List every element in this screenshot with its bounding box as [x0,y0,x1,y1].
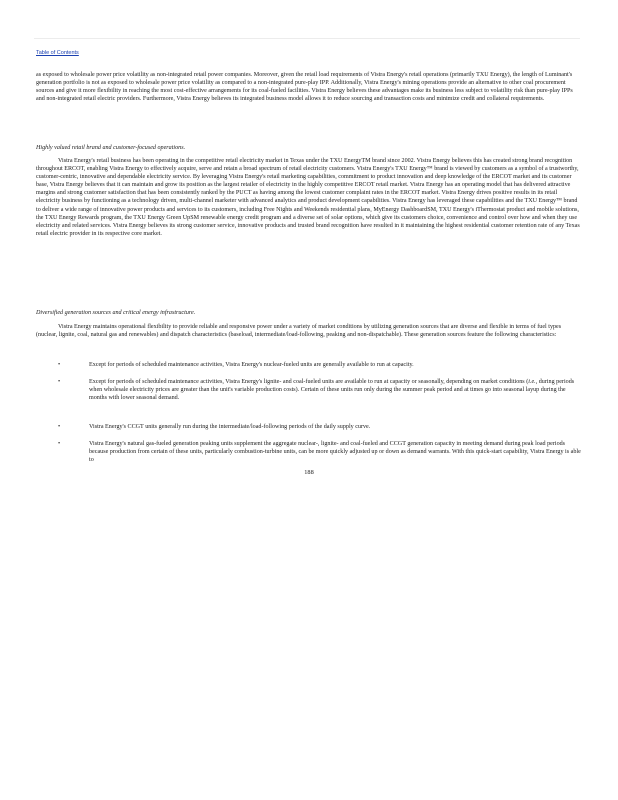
list-item-text [89,378,582,402]
retail-section [36,144,582,152]
bullet-icon: • [58,441,61,448]
header-rule [34,38,580,39]
bullet-icon: • [58,379,61,386]
list-item-text-part: Except for periods of scheduled maintenance activities, Vistra Energy's lignite- and coal-fueled units are available to run at capacity or seasonally, depending on market conditions ( [89,379,529,386]
list-item-text-part: , during periods when wholesale electricity prices are greater than the unit's variable production costs). Certain of these units run only during the summer peak period and at times go into seasonal layup during the months with lower seasonal demand. [89,379,575,402]
page-number: 188 [304,469,314,476]
generation-section [36,309,582,317]
list-item [36,361,582,369]
list-item-text: Vistra Energy's natural gas-fueled generation peaking units supplement the aggregate nuclear-, lignite- and coal-fueled and CCGT generation capacity in meeting demand during peak load periods because production from certain of these units, particularly combustion-turbine units, can be more quickly adjusted up or down as demand warrants. With this quick-start capability, Vistra Energy is able to [89,441,581,464]
retail-section-body: Vistra Energy's retail business has been operating in the competitive retail electricity market in Texas under the TXU EnergyTM brand since 2002. Vistra Energy believes this has created strong brand recognition throughout ERCOT, enabling Vistra Energy to effectively acquire, serve and retain a broad spectrum of retail electricity customers. Vistra Energy's TXU Energy™ brand is viewed by customers as a symbol of a trustworthy, customer-centric, innovative and dependable electricity service. By leveraging Vistra Energy's retail marketing capabilities, commitment to product innovation and deep knowledge of the ERCOT market and its customer base, Vistra Energy believes that it can maintain and grow its position as the largest retailer of electricity in the highly competitive ERCOT retail market. Vistra Energy has an operating model that has delivered attractive margins and strong customer satisfaction that has been consistently ranked by the PUCT as having among the lowest customer complaint rates in the ERCOT market. Vistra Energy drives positive results in its retail electricity business by functioning as a technology driven, multi-channel marketer with advanced analytics and product development capabilities. Vistra Energy has leveraged these capabilities and the TXU Energy™ brand to deliver a wide range of innovative power products and services to its customers, including Free Nights and Weekends residential plans, MyEnergy DashboardSM, TXU Energy's iThermostat product and mobile solutions, the TXU Energy Rewards program, the TXU Energy Green UpSM renewable energy credit program and a diverse set of solar options, which give its customers choice, convenience and control over how and when they use electricity and related services. Vistra Energy believes its strong customer service, innovative products and trusted brand recognition have resulted in it maintaining the highest residential customer retention rate of any Texas retail electric provider in its respective core market. [36,158,580,237]
intro-block [36,71,582,103]
intro-paragraph: as exposed to wholesale power price volatility as non-integrated retail power companies. Moreover, given the retail load requirements of Vistra Energy's retail operations (primarily TXU Energy), the length of Luminant's generation portfolio is not as exposed to wholesale power price volatility as compared to a non-integrated pure-play IPP. Additionally, Vistra Energy's mining operations provide an alternative to other coal procurement sources and give it more flexibility in reaching the most cost-effective arrangements for its coal-fueled facilities. Vistra Energy believes these advantages make its business less subject to volatility risk than pure-play IPPs and non-integrated retail electric providers. Furthermore, Vistra Energy believes its integrated business model allows it to reduce sourcing and transaction costs and minimize credit and collateral requirements. [36,72,573,103]
list-item [36,378,582,402]
generation-bullet-list-2 [36,372,582,408]
list-item-text: Except for periods of scheduled maintenance activities, Vistra Energy's nuclear-fueled units are generally available to run at capacity. [89,362,414,369]
list-item [36,440,582,464]
table-of-contents-link[interactable]: Table of Contents [36,50,79,56]
list-item [36,423,582,431]
retail-section-heading: Highly valued retail brand and customer-focused operations. [36,145,186,151]
generation-bullet-list-4 [36,434,582,470]
generation-body-block [36,323,582,339]
generation-section-heading: Diversified generation sources and critical energy infrastructure. [36,310,196,316]
list-item-text: Vistra Energy's CCGT units generally run during the intermediate/load-following periods of the daily supply curve. [89,424,371,431]
generation-section-body: Vistra Energy maintains operational flexibility to provide reliable and responsive power under a variety of market conditions by utilizing generation sources that are diverse and flexible in terms of fuel types (nuclear, lignite, coal, natural gas and renewables) and dispatch characteristics (baseload, intermediate/load-following, peaking and non-dispatchable). These generation sources feature the following characteristics: [36,324,562,339]
list-item-text-italic: i.e. [528,379,536,386]
retail-body-block [36,157,582,238]
bullet-icon: • [58,424,61,431]
bullet-icon: • [58,362,61,369]
